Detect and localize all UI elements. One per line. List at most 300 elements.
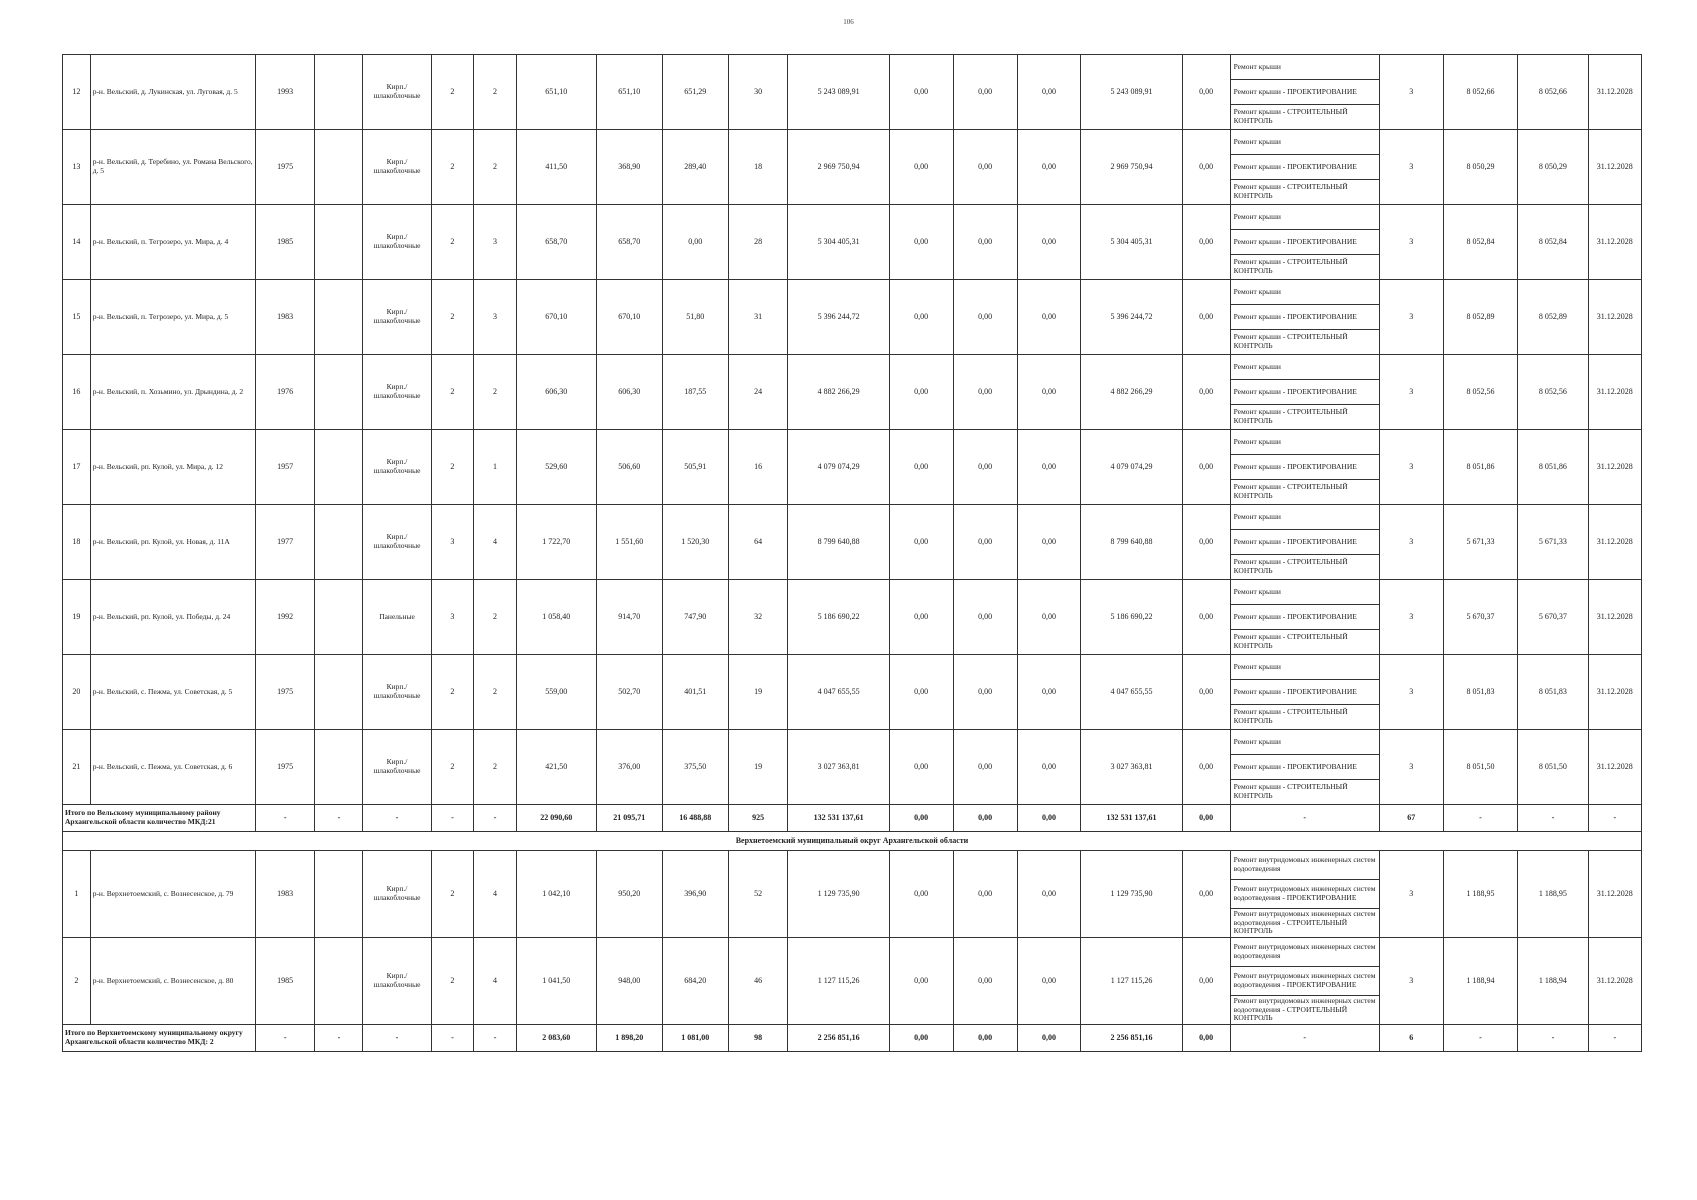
- private-area-cell: 505,91: [662, 430, 728, 505]
- table-row: [63, 205, 1642, 230]
- max-unit-cost-cell: 5 670,37: [1518, 580, 1588, 655]
- private-area-cell: 1 520,30: [662, 505, 728, 580]
- max-unit-cost-cell: 1 188,94: [1518, 938, 1588, 1025]
- total-value-cell: 925: [728, 805, 788, 832]
- row-number-cell: 20: [63, 655, 91, 730]
- residential-area-cell: 606,30: [596, 355, 662, 430]
- fund-cell: 0,00: [889, 505, 953, 580]
- other-funds-cell: 0,00: [1182, 505, 1230, 580]
- table-row: [63, 938, 1642, 967]
- max-unit-cost-cell: 8 051,86: [1518, 430, 1588, 505]
- floors-cell: 2: [431, 205, 474, 280]
- completion-date-cell: 31.12.2028: [1588, 430, 1641, 505]
- floors-cell: 3: [431, 505, 474, 580]
- work-type-cell: Ремонт крыши - СТРОИТЕЛЬНЫЙ КОНТРОЛЬ: [1230, 180, 1379, 205]
- fund-cell: 0,00: [889, 851, 953, 938]
- unit-cost-cell: 5 670,37: [1443, 580, 1518, 655]
- fund-cell: 0,00: [1017, 655, 1081, 730]
- max-unit-cost-cell: 5 671,33: [1518, 505, 1588, 580]
- max-unit-cost-cell: 8 052,89: [1518, 280, 1588, 355]
- cost-cell: 5 304 405,31: [788, 205, 889, 280]
- owner-funds-cell: 1 129 735,90: [1081, 851, 1182, 938]
- quantity-cell: 3: [1379, 280, 1443, 355]
- max-unit-cost-cell: 8 052,56: [1518, 355, 1588, 430]
- total-area-cell: 1 722,70: [516, 505, 596, 580]
- row-number-cell: 16: [63, 355, 91, 430]
- completion-date-cell: 31.12.2028: [1588, 355, 1641, 430]
- total-value-cell: 2 256 851,16: [788, 1025, 889, 1052]
- work-type-cell: Ремонт крыши - ПРОЕКТИРОВАНИЕ: [1230, 80, 1379, 105]
- blank-cell: [315, 205, 363, 280]
- residential-area-cell: 914,70: [596, 580, 662, 655]
- blank-cell: [315, 505, 363, 580]
- year-cell: 1975: [255, 130, 315, 205]
- fund-cell: 0,00: [953, 55, 1017, 130]
- total-dash-cell: -: [255, 1025, 315, 1052]
- total-value-cell: 132 531 137,61: [1081, 805, 1182, 832]
- other-funds-cell: 0,00: [1182, 730, 1230, 805]
- work-type-cell: Ремонт внутридомовых инженерных систем водоотведения: [1230, 851, 1379, 880]
- other-funds-cell: 0,00: [1182, 205, 1230, 280]
- quantity-cell: 3: [1379, 205, 1443, 280]
- total-area-cell: 411,50: [516, 130, 596, 205]
- entrances-cell: 4: [474, 505, 517, 580]
- material-cell: Кирп./ шлакоблочные: [363, 505, 431, 580]
- work-type-cell: Ремонт крыши: [1230, 130, 1379, 155]
- total-area-cell: 658,70: [516, 205, 596, 280]
- owner-funds-cell: 5 304 405,31: [1081, 205, 1182, 280]
- fund-cell: 0,00: [1017, 851, 1081, 938]
- private-area-cell: 401,51: [662, 655, 728, 730]
- work-type-cell: Ремонт крыши - СТРОИТЕЛЬНЫЙ КОНТРОЛЬ: [1230, 330, 1379, 355]
- address-cell: р-н. Верхнетоемский, с. Вознесенское, д. 79: [90, 851, 255, 938]
- table-row: [63, 580, 1642, 605]
- private-area-cell: 396,90: [662, 851, 728, 938]
- private-area-cell: 0,00: [662, 205, 728, 280]
- material-cell: Панельные: [363, 580, 431, 655]
- residents-cell: 18: [728, 130, 788, 205]
- fund-cell: 0,00: [953, 655, 1017, 730]
- quantity-cell: 3: [1379, 430, 1443, 505]
- total-value-cell: 132 531 137,61: [788, 805, 889, 832]
- cost-cell: 3 027 363,81: [788, 730, 889, 805]
- page-number: 106: [843, 18, 854, 26]
- work-type-cell: Ремонт внутридомовых инженерных систем водоотведения: [1230, 938, 1379, 967]
- fund-cell: 0,00: [1017, 430, 1081, 505]
- entrances-cell: 2: [474, 130, 517, 205]
- quantity-cell: 3: [1379, 730, 1443, 805]
- residential-area-cell: 376,00: [596, 730, 662, 805]
- fund-cell: 0,00: [1017, 55, 1081, 130]
- total-dash-cell: -: [315, 1025, 363, 1052]
- total-value-cell: 2 083,60: [516, 1025, 596, 1052]
- max-unit-cost-cell: 8 051,50: [1518, 730, 1588, 805]
- material-cell: Кирп./ шлакоблочные: [363, 938, 431, 1025]
- year-cell: 1983: [255, 851, 315, 938]
- address-cell: р-н. Вельский, с. Пежма, ул. Советская, д. 5: [90, 655, 255, 730]
- work-type-cell: Ремонт крыши - ПРОЕКТИРОВАНИЕ: [1230, 380, 1379, 405]
- work-type-cell: Ремонт крыши: [1230, 55, 1379, 80]
- cost-cell: 4 079 074,29: [788, 430, 889, 505]
- floors-cell: 2: [431, 130, 474, 205]
- row-number-cell: 12: [63, 55, 91, 130]
- fund-cell: 0,00: [1017, 938, 1081, 1025]
- owner-funds-cell: 5 396 244,72: [1081, 280, 1182, 355]
- total-label: Итого по Вельскому муниципальному району Архангельской области количество МКД:21: [63, 805, 256, 832]
- max-unit-cost-cell: 8 051,83: [1518, 655, 1588, 730]
- cost-cell: 1 129 735,90: [788, 851, 889, 938]
- blank-cell: [315, 938, 363, 1025]
- blank-cell: [315, 730, 363, 805]
- floors-cell: 2: [431, 280, 474, 355]
- fund-cell: 0,00: [889, 580, 953, 655]
- total-value-cell: 21 095,71: [596, 805, 662, 832]
- other-funds-cell: 0,00: [1182, 851, 1230, 938]
- unit-cost-cell: 8 051,50: [1443, 730, 1518, 805]
- private-area-cell: 651,29: [662, 55, 728, 130]
- private-area-cell: 187,55: [662, 355, 728, 430]
- cost-cell: 5 186 690,22: [788, 580, 889, 655]
- quantity-cell: 3: [1379, 355, 1443, 430]
- quantity-cell: 3: [1379, 505, 1443, 580]
- address-cell: р-н. Верхнетоемский, с. Вознесенское, д. 80: [90, 938, 255, 1025]
- floors-cell: 2: [431, 430, 474, 505]
- cost-cell: 4 047 655,55: [788, 655, 889, 730]
- other-funds-cell: 0,00: [1182, 130, 1230, 205]
- entrances-cell: 4: [474, 938, 517, 1025]
- material-cell: Кирп./ шлакоблочные: [363, 655, 431, 730]
- unit-cost-cell: 8 051,83: [1443, 655, 1518, 730]
- work-type-cell: Ремонт крыши - ПРОЕКТИРОВАНИЕ: [1230, 755, 1379, 780]
- residents-cell: 64: [728, 505, 788, 580]
- fund-cell: 0,00: [953, 205, 1017, 280]
- repair-program-table: [62, 54, 1642, 1052]
- address-cell: р-н. Вельский, п. Тегрозеро, ул. Мира, д. 4: [90, 205, 255, 280]
- private-area-cell: 289,40: [662, 130, 728, 205]
- residential-area-cell: 502,70: [596, 655, 662, 730]
- address-cell: р-н. Вельский, п. Хозьмино, ул. Дрындина, д. 2: [90, 355, 255, 430]
- fund-cell: 0,00: [1017, 205, 1081, 280]
- fund-cell: 0,00: [889, 730, 953, 805]
- max-unit-cost-cell: 8 052,84: [1518, 205, 1588, 280]
- floors-cell: 2: [431, 851, 474, 938]
- total-area-cell: 1 058,40: [516, 580, 596, 655]
- year-cell: 1975: [255, 730, 315, 805]
- total-dash-cell: -: [1443, 805, 1518, 832]
- work-type-cell: Ремонт внутридомовых инженерных систем водоотведения - ПРОЕКТИРОВАНИЕ: [1230, 967, 1379, 996]
- fund-cell: 0,00: [889, 938, 953, 1025]
- owner-funds-cell: 4 079 074,29: [1081, 430, 1182, 505]
- residents-cell: 46: [728, 938, 788, 1025]
- cost-cell: 1 127 115,26: [788, 938, 889, 1025]
- total-value-cell: 0,00: [889, 805, 953, 832]
- other-funds-cell: 0,00: [1182, 580, 1230, 655]
- year-cell: 1985: [255, 938, 315, 1025]
- unit-cost-cell: 1 188,94: [1443, 938, 1518, 1025]
- work-type-cell: Ремонт крыши: [1230, 730, 1379, 755]
- max-unit-cost-cell: 1 188,95: [1518, 851, 1588, 938]
- total-area-cell: 559,00: [516, 655, 596, 730]
- row-number-cell: 18: [63, 505, 91, 580]
- quantity-cell: 3: [1379, 55, 1443, 130]
- fund-cell: 0,00: [889, 130, 953, 205]
- entrances-cell: 3: [474, 280, 517, 355]
- floors-cell: 3: [431, 580, 474, 655]
- unit-cost-cell: 1 188,95: [1443, 851, 1518, 938]
- blank-cell: [315, 580, 363, 655]
- work-type-cell: Ремонт внутридомовых инженерных систем водоотведения - ПРОЕКТИРОВАНИЕ: [1230, 880, 1379, 909]
- fund-cell: 0,00: [953, 355, 1017, 430]
- private-area-cell: 684,20: [662, 938, 728, 1025]
- year-cell: 1976: [255, 355, 315, 430]
- quantity-cell: 3: [1379, 851, 1443, 938]
- work-type-cell: Ремонт крыши: [1230, 430, 1379, 455]
- fund-cell: 0,00: [1017, 355, 1081, 430]
- fund-cell: 0,00: [1017, 580, 1081, 655]
- fund-cell: 0,00: [889, 355, 953, 430]
- blank-cell: [315, 130, 363, 205]
- address-cell: р-н. Вельский, с. Пежма, ул. Советская, д. 6: [90, 730, 255, 805]
- table-row: [63, 730, 1642, 755]
- total-dash-cell: -: [1518, 805, 1588, 832]
- work-type-cell: Ремонт крыши - СТРОИТЕЛЬНЫЙ КОНТРОЛЬ: [1230, 780, 1379, 805]
- fund-cell: 0,00: [1017, 280, 1081, 355]
- unit-cost-cell: 8 052,84: [1443, 205, 1518, 280]
- floors-cell: 2: [431, 938, 474, 1025]
- total-area-cell: 670,10: [516, 280, 596, 355]
- work-type-cell: Ремонт крыши: [1230, 580, 1379, 605]
- year-cell: 1977: [255, 505, 315, 580]
- residents-cell: 16: [728, 430, 788, 505]
- row-number-cell: 17: [63, 430, 91, 505]
- completion-date-cell: 31.12.2028: [1588, 505, 1641, 580]
- total-value-cell: 0,00: [953, 805, 1017, 832]
- owner-funds-cell: 4 047 655,55: [1081, 655, 1182, 730]
- address-cell: р-н. Вельский, д. Лукинская, ул. Луговая, д. 5: [90, 55, 255, 130]
- row-number-cell: 15: [63, 280, 91, 355]
- completion-date-cell: 31.12.2028: [1588, 851, 1641, 938]
- quantity-cell: 3: [1379, 130, 1443, 205]
- row-number-cell: 21: [63, 730, 91, 805]
- unit-cost-cell: 8 051,86: [1443, 430, 1518, 505]
- fund-cell: 0,00: [1017, 130, 1081, 205]
- unit-cost-cell: 5 671,33: [1443, 505, 1518, 580]
- total-dash-cell: -: [1518, 1025, 1588, 1052]
- total-area-cell: 1 041,50: [516, 938, 596, 1025]
- year-cell: 1975: [255, 655, 315, 730]
- work-type-cell: Ремонт крыши - СТРОИТЕЛЬНЫЙ КОНТРОЛЬ: [1230, 555, 1379, 580]
- table-row: [63, 851, 1642, 880]
- work-type-cell: Ремонт крыши - СТРОИТЕЛЬНЫЙ КОНТРОЛЬ: [1230, 255, 1379, 280]
- total-area-cell: 529,60: [516, 430, 596, 505]
- fund-cell: 0,00: [953, 851, 1017, 938]
- blank-cell: [315, 355, 363, 430]
- section-header-row: [63, 832, 1642, 851]
- completion-date-cell: 31.12.2028: [1588, 730, 1641, 805]
- work-type-cell: Ремонт крыши - ПРОЕКТИРОВАНИЕ: [1230, 530, 1379, 555]
- table-row: [63, 55, 1642, 80]
- table-row: [63, 505, 1642, 530]
- completion-date-cell: 31.12.2028: [1588, 205, 1641, 280]
- entrances-cell: 3: [474, 205, 517, 280]
- material-cell: Кирп./ шлакоблочные: [363, 730, 431, 805]
- material-cell: Кирп./ шлакоблочные: [363, 130, 431, 205]
- address-cell: р-н. Вельский, д. Теребино, ул. Романа Вельского, д. 5: [90, 130, 255, 205]
- residential-area-cell: 651,10: [596, 55, 662, 130]
- entrances-cell: 2: [474, 730, 517, 805]
- entrances-cell: 4: [474, 851, 517, 938]
- cost-cell: 2 969 750,94: [788, 130, 889, 205]
- fund-cell: 0,00: [889, 55, 953, 130]
- total-value-cell: 0,00: [1017, 805, 1081, 832]
- floors-cell: 2: [431, 730, 474, 805]
- total-value-cell: 2 256 851,16: [1081, 1025, 1182, 1052]
- fund-cell: 0,00: [889, 430, 953, 505]
- total-value-cell: 0,00: [1182, 805, 1230, 832]
- private-area-cell: 747,90: [662, 580, 728, 655]
- total-dash-cell: -: [1230, 1025, 1379, 1052]
- work-type-cell: Ремонт крыши - СТРОИТЕЛЬНЫЙ КОНТРОЛЬ: [1230, 705, 1379, 730]
- fund-cell: 0,00: [953, 730, 1017, 805]
- total-value-cell: 0,00: [889, 1025, 953, 1052]
- residential-area-cell: 368,90: [596, 130, 662, 205]
- material-cell: Кирп./ шлакоблочные: [363, 355, 431, 430]
- cost-cell: 8 799 640,88: [788, 505, 889, 580]
- private-area-cell: 375,50: [662, 730, 728, 805]
- material-cell: Кирп./ шлакоблочные: [363, 280, 431, 355]
- table-row: [63, 655, 1642, 680]
- total-dash-cell: -: [431, 1025, 474, 1052]
- residents-cell: 31: [728, 280, 788, 355]
- other-funds-cell: 0,00: [1182, 655, 1230, 730]
- unit-cost-cell: 8 052,66: [1443, 55, 1518, 130]
- max-unit-cost-cell: 8 050,29: [1518, 130, 1588, 205]
- total-label: Итого по Верхнетоемскому муниципальному округу Архангельской области количество МКД: 2: [63, 1025, 256, 1052]
- entrances-cell: 2: [474, 655, 517, 730]
- unit-cost-cell: 8 050,29: [1443, 130, 1518, 205]
- other-funds-cell: 0,00: [1182, 938, 1230, 1025]
- other-funds-cell: 0,00: [1182, 55, 1230, 130]
- section-title: Верхнетоемский муниципальный округ Архангельской области: [63, 832, 1642, 851]
- owner-funds-cell: 2 969 750,94: [1081, 130, 1182, 205]
- other-funds-cell: 0,00: [1182, 430, 1230, 505]
- owner-funds-cell: 8 799 640,88: [1081, 505, 1182, 580]
- material-cell: Кирп./ шлакоблочные: [363, 851, 431, 938]
- quantity-cell: 3: [1379, 655, 1443, 730]
- blank-cell: [315, 280, 363, 355]
- address-cell: р-н. Вельский, рп. Кулой, ул. Мира, д. 12: [90, 430, 255, 505]
- address-cell: р-н. Вельский, рп. Кулой, ул. Победы, д. 24: [90, 580, 255, 655]
- row-number-cell: 19: [63, 580, 91, 655]
- table-body: [63, 55, 1642, 1052]
- row-number-cell: 14: [63, 205, 91, 280]
- blank-cell: [315, 55, 363, 130]
- address-cell: р-н. Вельский, рп. Кулой, ул. Новая, д. 11А: [90, 505, 255, 580]
- total-dash-cell: -: [474, 1025, 517, 1052]
- quantity-cell: 3: [1379, 938, 1443, 1025]
- total-area-cell: 651,10: [516, 55, 596, 130]
- residents-cell: 52: [728, 851, 788, 938]
- cost-cell: 4 882 266,29: [788, 355, 889, 430]
- material-cell: Кирп./ шлакоблочные: [363, 55, 431, 130]
- owner-funds-cell: 4 882 266,29: [1081, 355, 1182, 430]
- owner-funds-cell: 5 243 089,91: [1081, 55, 1182, 130]
- year-cell: 1985: [255, 205, 315, 280]
- residential-area-cell: 1 551,60: [596, 505, 662, 580]
- work-type-cell: Ремонт внутридомовых инженерных систем водоотведения - СТРОИТЕЛЬНЫЙ КОНТРОЛЬ: [1230, 909, 1379, 938]
- total-dash-cell: -: [363, 1025, 431, 1052]
- total-value-cell: 1 081,00: [662, 1025, 728, 1052]
- residents-cell: 19: [728, 655, 788, 730]
- fund-cell: 0,00: [953, 580, 1017, 655]
- total-dash-cell: -: [1588, 805, 1641, 832]
- work-type-cell: Ремонт крыши - СТРОИТЕЛЬНЫЙ КОНТРОЛЬ: [1230, 405, 1379, 430]
- total-dash-cell: -: [431, 805, 474, 832]
- total-dash-cell: -: [1230, 805, 1379, 832]
- fund-cell: 0,00: [953, 938, 1017, 1025]
- total-value-cell: 98: [728, 1025, 788, 1052]
- total-value-cell: 0,00: [1017, 1025, 1081, 1052]
- unit-cost-cell: 8 052,89: [1443, 280, 1518, 355]
- work-type-cell: Ремонт крыши - ПРОЕКТИРОВАНИЕ: [1230, 155, 1379, 180]
- owner-funds-cell: 1 127 115,26: [1081, 938, 1182, 1025]
- unit-cost-cell: 8 052,56: [1443, 355, 1518, 430]
- work-type-cell: Ремонт крыши: [1230, 655, 1379, 680]
- residents-cell: 24: [728, 355, 788, 430]
- total-area-cell: 1 042,10: [516, 851, 596, 938]
- blank-cell: [315, 655, 363, 730]
- total-dash-cell: -: [255, 805, 315, 832]
- work-type-cell: Ремонт крыши: [1230, 205, 1379, 230]
- table-row: [63, 130, 1642, 155]
- total-value-cell: 22 090,60: [516, 805, 596, 832]
- work-type-cell: Ремонт крыши - ПРОЕКТИРОВАНИЕ: [1230, 605, 1379, 630]
- fund-cell: 0,00: [889, 280, 953, 355]
- total-quantity-cell: 67: [1379, 805, 1443, 832]
- total-dash-cell: -: [315, 805, 363, 832]
- cost-cell: 5 243 089,91: [788, 55, 889, 130]
- max-unit-cost-cell: 8 052,66: [1518, 55, 1588, 130]
- entrances-cell: 1: [474, 430, 517, 505]
- work-type-cell: Ремонт крыши: [1230, 280, 1379, 305]
- total-value-cell: 1 898,20: [596, 1025, 662, 1052]
- other-funds-cell: 0,00: [1182, 355, 1230, 430]
- fund-cell: 0,00: [889, 655, 953, 730]
- residents-cell: 30: [728, 55, 788, 130]
- completion-date-cell: 31.12.2028: [1588, 580, 1641, 655]
- work-type-cell: Ремонт крыши - ПРОЕКТИРОВАНИЕ: [1230, 305, 1379, 330]
- material-cell: Кирп./ шлакоблочные: [363, 205, 431, 280]
- cost-cell: 5 396 244,72: [788, 280, 889, 355]
- work-type-cell: Ремонт крыши - СТРОИТЕЛЬНЫЙ КОНТРОЛЬ: [1230, 480, 1379, 505]
- residents-cell: 32: [728, 580, 788, 655]
- completion-date-cell: 31.12.2028: [1588, 55, 1641, 130]
- row-number-cell: 1: [63, 851, 91, 938]
- residential-area-cell: 506,60: [596, 430, 662, 505]
- completion-date-cell: 31.12.2028: [1588, 280, 1641, 355]
- table-row: [63, 430, 1642, 455]
- total-value-cell: 0,00: [953, 1025, 1017, 1052]
- total-value-cell: 0,00: [1182, 1025, 1230, 1052]
- total-row: [63, 805, 1642, 832]
- private-area-cell: 51,80: [662, 280, 728, 355]
- material-cell: Кирп./ шлакоблочные: [363, 430, 431, 505]
- fund-cell: 0,00: [953, 505, 1017, 580]
- year-cell: 1992: [255, 580, 315, 655]
- address-cell: р-н. Вельский, п. Тегрозеро, ул. Мира, д. 5: [90, 280, 255, 355]
- floors-cell: 2: [431, 655, 474, 730]
- fund-cell: 0,00: [889, 205, 953, 280]
